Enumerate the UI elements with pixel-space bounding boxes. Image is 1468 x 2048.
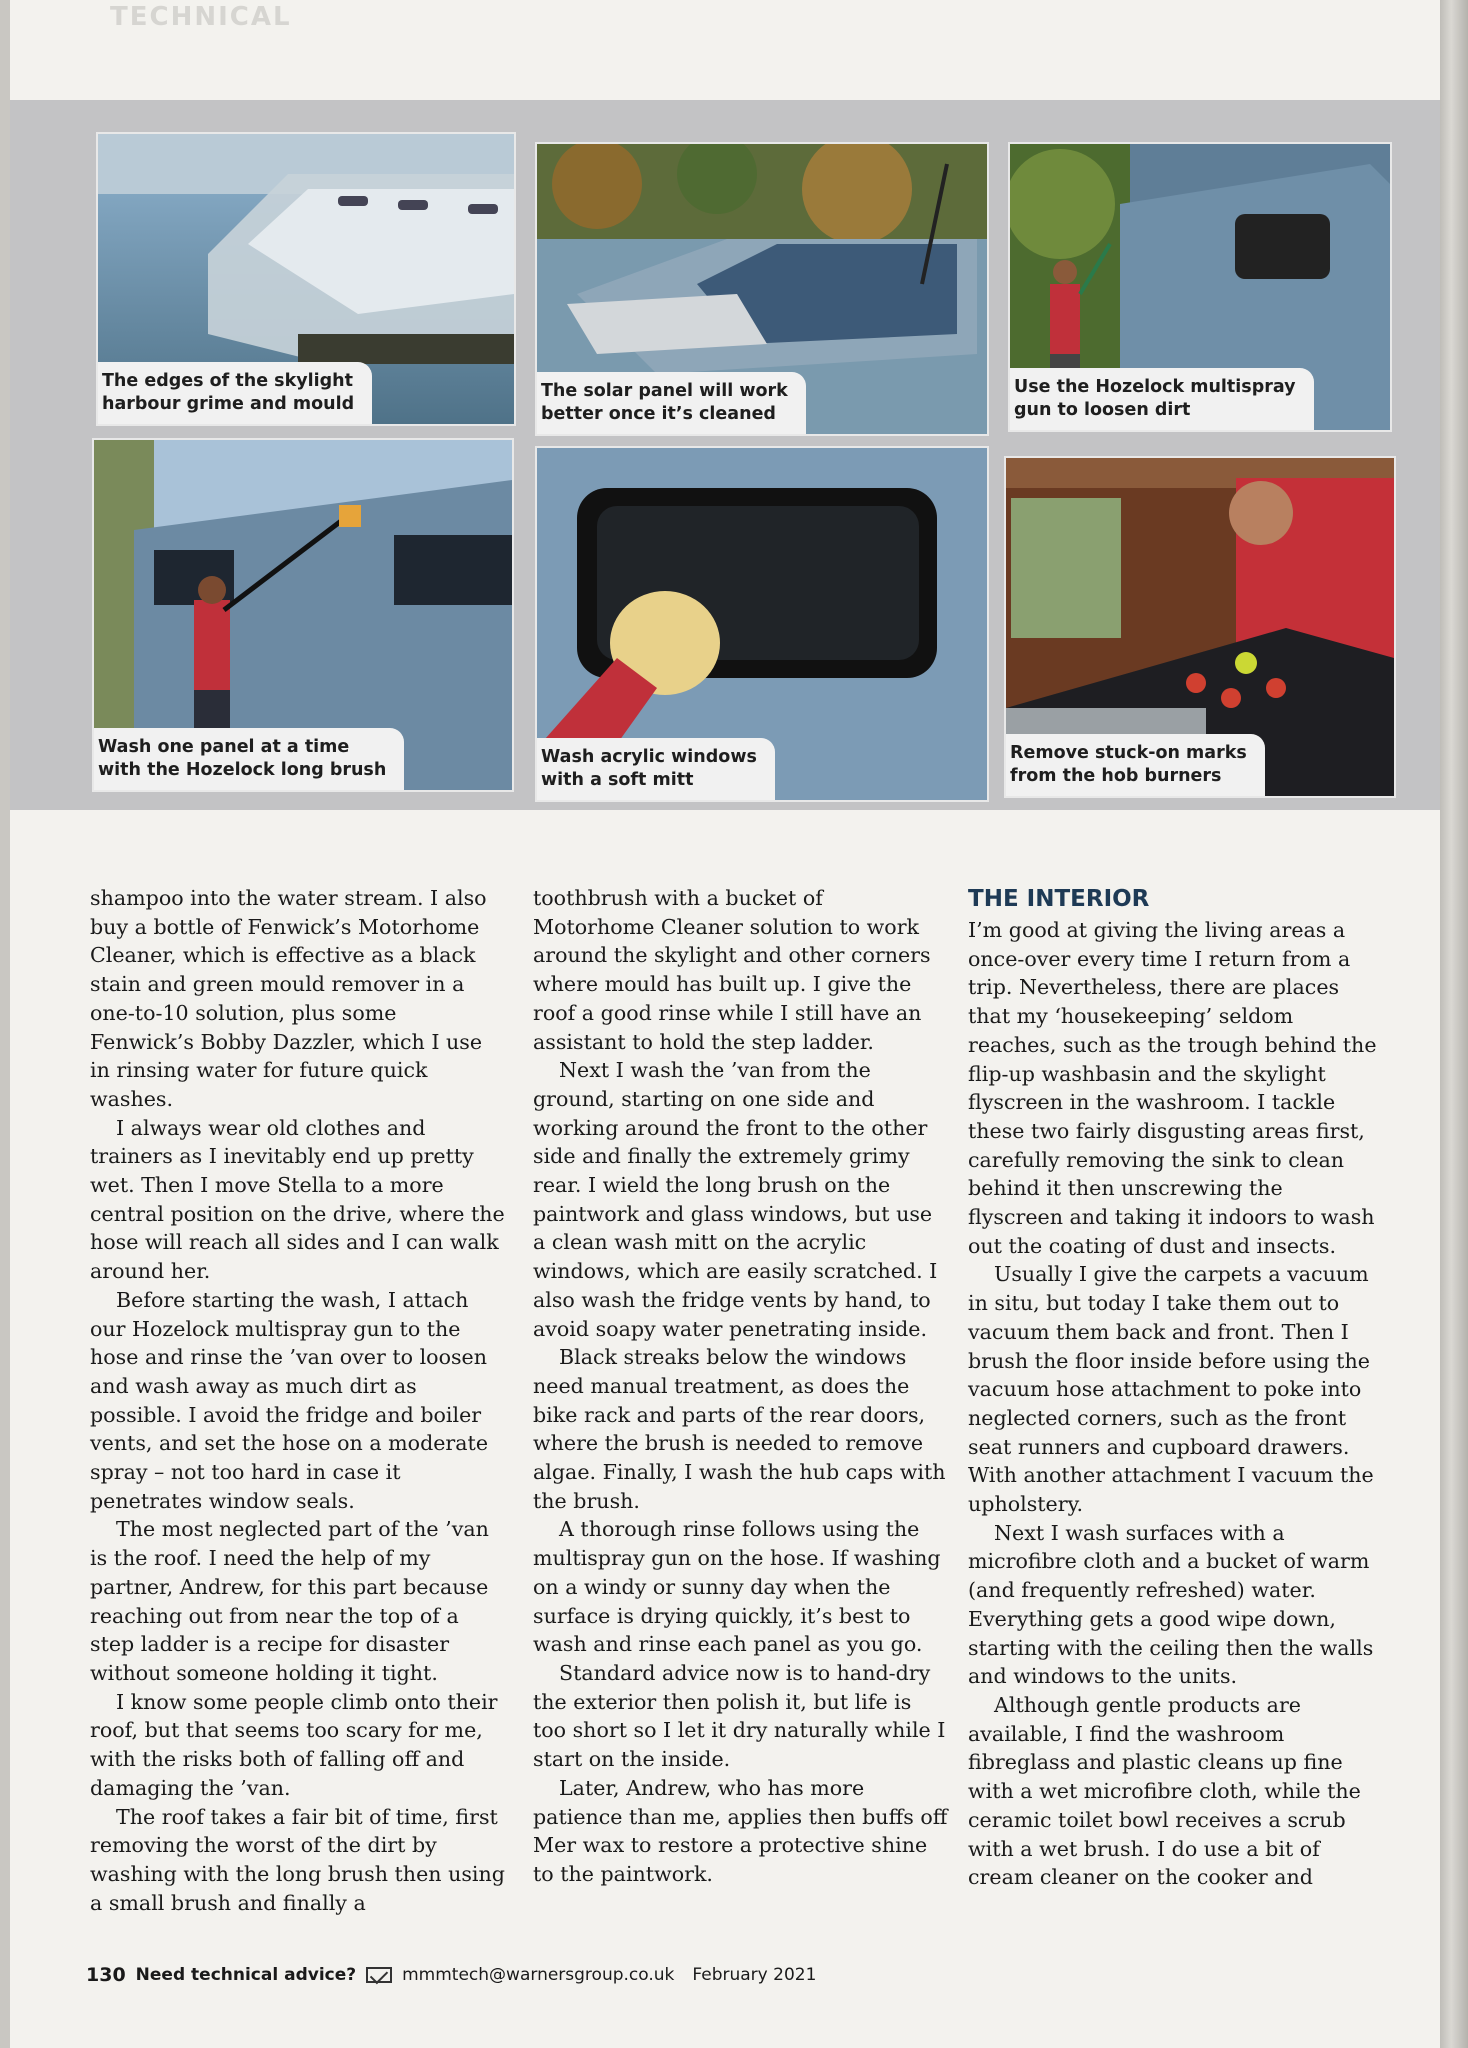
article-body [10, 884, 1440, 1915]
paragraph: I know some people climb onto their roof, but that seems too scary for me, with the risks both of falling off and damaging the ’van. [90, 1689, 498, 1800]
photo-wash-mitt [535, 446, 989, 802]
magazine-page [10, 0, 1440, 2048]
column-2 [533, 884, 948, 1889]
paragraph: shampoo into the water stream. I also buy a bottle of Fenwick’s Motorhome Cleaner, which is effective as a black stain and green mould remover in a one-to-10 solution, plus some Fenwick’s Bobby Dazzler, which I use in rinsing water for future quick washes. [90, 886, 487, 1111]
photo-caption: Wash one panel at a time with the Hozelock long brush [94, 728, 404, 790]
paragraph: The most neglected part of the ’van is the roof. I need the help of my partner, Andrew, for this part because reaching out from near the top of a step ladder is a recipe for disaster without someone holding it tight. [90, 1517, 489, 1685]
paragraph: Later, Andrew, who has more patience than me, applies then buffs off Mer wax to restore a protective shine to the paintwork. [533, 1775, 948, 1886]
page-footer [86, 1964, 816, 1986]
footer-label: Need technical advice? [135, 1965, 357, 1985]
issue-date: February 2021 [692, 1965, 817, 1985]
paragraph: A thorough rinse follows using the multispray gun on the hose. If washing on a windy or sunny day when the surface is drying quickly, it’s best to wash and rinse each panel as you go. [533, 1517, 941, 1657]
photo-caption: Remove stuck-on marks from the hob burners [1006, 734, 1265, 796]
paragraph: toothbrush with a bucket of Motorhome Cleaner solution to work around the skylight and other corners where mould has built up. I give the roof a good rinse while I still have an assistant to hold the step ladder. [533, 886, 931, 1054]
photo-caption: The solar panel will work better once it’s cleaned [537, 372, 806, 434]
paragraph: I always wear old clothes and trainers as I inevitably end up pretty wet. Then I move Stella to a more central position on the drive, where the hose will reach all sides and I can walk around her. [90, 1115, 505, 1284]
photo-long-brush [92, 438, 514, 792]
photo-band [10, 100, 1440, 810]
paragraph: Next I wash surfaces with a microfibre cloth and a bucket of warm (and frequently refreshed) water. Everything gets a good wipe down, starting with the ceiling then the walls and windows to the units. [968, 1520, 1374, 1689]
column-1 [90, 884, 505, 1917]
section-heading: THE INTERIOR [968, 886, 1150, 912]
paragraph: Black streaks below the windows need manual treatment, as does the bike rack and parts of the rear doors, where the brush is needed to remove algae. Finally, I wash the hub caps with the brush. [533, 1345, 946, 1513]
page-spine-shadow [1440, 0, 1468, 2048]
paragraph: Although gentle products are available, I find the washroom fibreglass and plastic cleans up fine with a wet microfibre cloth, while the ceramic toilet bowl receives a scrub with a wet brush. I do use a bit of cream cleaner on the cooker and [968, 1692, 1361, 1890]
page-number: 130 [86, 1964, 126, 1986]
photo-caption: Use the Hozelock multispray gun to loosen dirt [1010, 368, 1314, 430]
email-icon [366, 1967, 392, 1983]
paragraph: Before starting the wash, I attach our Hozelock multispray gun to the hose and rinse the ’van over to loosen and wash away as much dirt as possible. I avoid the fridge and boiler vents, and set the hose on a moderate spray – not too hard in case it penetrates window seals. [90, 1287, 489, 1513]
paragraph: I’m good at giving the living areas a once-over every time I return from a trip. Nevertheless, there are places that my ‘housekeeping’ seldom reaches, such as the trough behind the flip-up washbasin and the skylight flyscreen in the washroom. I tackle these two fairly disgusting areas first, carefully removing the sink to clean behind it then unscrewing the flyscreen and taking it indoors to wash out the coating of dust and insects. [968, 918, 1377, 1258]
column-3 [968, 884, 1383, 1892]
photo-caption: Wash acrylic windows with a soft mitt [537, 738, 775, 800]
paragraph: Usually I give the carpets a vacuum in situ, but today I take them out to vacuum them back and front. Then I brush the floor inside before using the vacuum hose attachment to poke into neglected corners, such as the front seat runners and cupboard drawers. With another attachment I vacuum the upholstery. [968, 1262, 1374, 1517]
photo-spray-gun [1008, 142, 1392, 432]
photo-skylight [96, 132, 516, 426]
paragraph: The roof takes a fair bit of time, first removing the worst of the dirt by washing with the long brush then using a small brush and finally a [90, 1804, 505, 1915]
photo-solar-panel [535, 142, 989, 436]
photo-caption: The edges of the skylight harbour grime and mould [98, 362, 372, 424]
photo-hob [1004, 456, 1396, 798]
paragraph: Standard advice now is to hand-dry the exterior then polish it, but life is too short so I let it dry naturally while I start on the inside. [533, 1660, 946, 1772]
footer-email[interactable]: mmmtech@warnersgroup.co.uk [402, 1965, 675, 1985]
paragraph: Next I wash the ’van from the ground, starting on one side and working around the front to the other side and finally the extremely grimy rear. I wield the long brush on the paintwork and glass windows, but use a clean wash mitt on the acrylic windows, which are easily scratched. I also wash the fridge vents by hand, to avoid soapy water penetrating inside. [533, 1058, 938, 1341]
section-masthead: TECHNICAL [110, 2, 292, 32]
